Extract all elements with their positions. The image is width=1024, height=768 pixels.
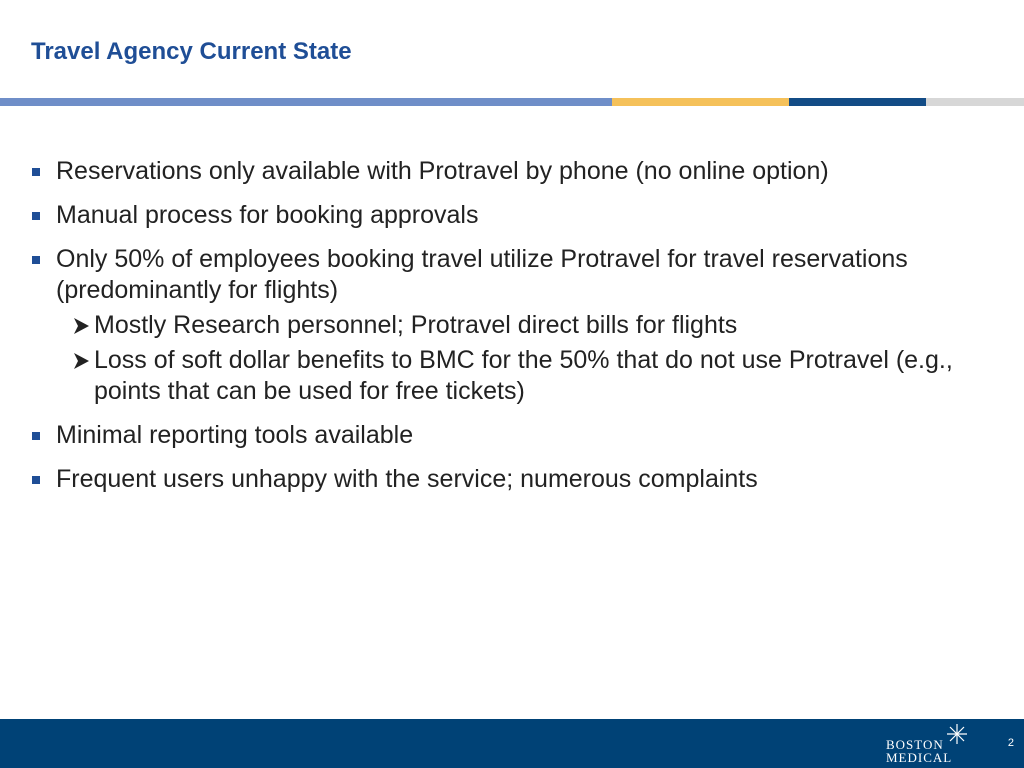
bullet-item <box>30 420 970 451</box>
header-stripe-gray <box>926 98 1024 106</box>
bullet-list <box>30 156 970 508</box>
bullet-item <box>30 244 970 306</box>
bullet-text: Only 50% of employees booking travel utilize Protravel for travel reservations (predominantly for flights) <box>56 245 908 304</box>
sub-bullet-item <box>30 310 970 341</box>
footer-bar <box>0 719 1024 768</box>
sub-bullet-item <box>30 345 970 407</box>
slide-title: Travel Agency Current State <box>31 38 352 65</box>
logo-text-boston: BOSTON <box>886 737 944 752</box>
page-number: 2 <box>1007 737 1014 749</box>
bullet-text: Manual process for booking approvals <box>56 201 479 229</box>
bullet-item <box>30 156 970 187</box>
logo-text-medical: MEDICAL <box>886 750 953 765</box>
square-bullet-icon <box>32 432 40 440</box>
bullet-text: Frequent users unhappy with the service; numerous complaints <box>56 465 758 493</box>
header-stripe-blue <box>0 98 612 106</box>
logo-star-icon <box>944 721 970 747</box>
bullet-text: Reservations only available with Protravel by phone (no online option) <box>56 157 829 185</box>
arrow-bullet-icon <box>71 310 93 341</box>
arrow-bullet-icon <box>71 345 93 376</box>
square-bullet-icon <box>32 476 40 484</box>
header-stripe-navy <box>789 98 926 106</box>
sub-bullet-text: Loss of soft dollar benefits to BMC for the 50% that do not use Protravel (e.g., points that can be used for free tickets) <box>94 346 953 405</box>
bullet-item <box>30 464 970 495</box>
header-stripe-gold <box>612 98 789 106</box>
sub-bullet-text: Mostly Research personnel; Protravel direct bills for flights <box>94 311 738 339</box>
square-bullet-icon <box>32 168 40 176</box>
bullet-item <box>30 200 970 231</box>
boston-medical-logo <box>886 737 976 767</box>
square-bullet-icon <box>32 256 40 264</box>
sub-bullet-list <box>30 310 970 407</box>
square-bullet-icon <box>32 212 40 220</box>
bullet-text: Minimal reporting tools available <box>56 421 414 449</box>
